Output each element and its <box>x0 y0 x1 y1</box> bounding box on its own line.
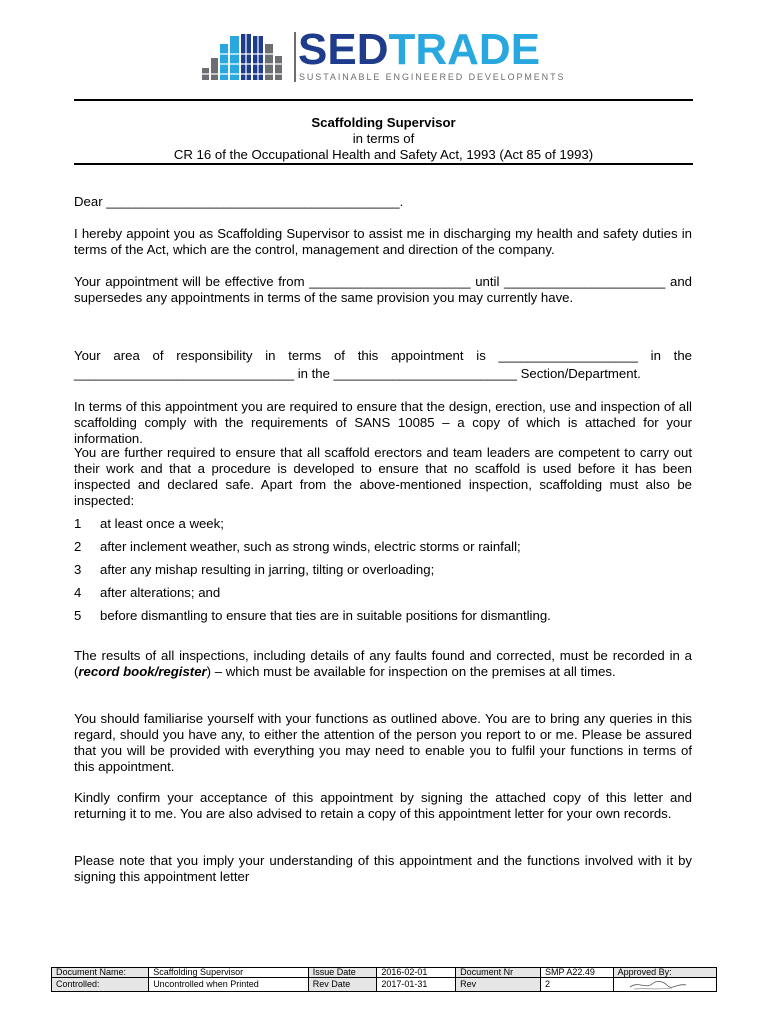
logo <box>200 25 570 86</box>
building-logo-icon <box>200 30 290 82</box>
paragraph-effective-dates: Your appointment will be effective from ______________________ until ______________________ and supersedes any appointments in terms of the same provision you may currently have. <box>74 274 692 305</box>
paragraph-competence: You are further required to ensure that all scaffold erectors and team leaders are competent to carry out their work and that a procedure is developed to ensure that no scaffold is used before it has been inspected and declared safe. Apart from the above-mentioned inspection, scaffolding must also be inspected: <box>74 445 692 508</box>
title-rule <box>74 163 693 165</box>
paragraph-appointment: I hereby appoint you as Scaffolding Supervisor to assist me in discharging my health and safety duties in terms of the Act, which are the control, management and direction of the company. <box>74 226 692 257</box>
salutation: Dear ________________________________________. <box>74 194 404 209</box>
brand-name <box>298 25 541 74</box>
brand-tagline: SUSTAINABLE ENGINEERED DEVELOPMENTS <box>299 72 566 82</box>
signature-icon <box>628 979 688 991</box>
document-title: Scaffolding Supervisor <box>311 115 456 130</box>
top-rule <box>74 99 693 101</box>
brand-sed: SED <box>298 25 389 74</box>
paragraph-confirm: Kindly confirm your acceptance of this appointment by signing the attached copy of this letter and returning it to me. You are also advised to retain a copy of this appointment letter for your own records. <box>74 790 692 821</box>
paragraph-understanding: Please note that you imply your understanding of this appointment and the functions involved with it by signing this appointment letter <box>74 853 692 884</box>
brand-trade: TRADE <box>388 25 541 74</box>
record-book-label: record book/register <box>78 664 207 679</box>
paragraph-results: The results of all inspections, including details of any faults found and corrected, must be recorded in a (record book/register) – which must be available for inspection on the premises at all times. <box>74 648 692 679</box>
document-subtitle: in terms of <box>352 131 415 146</box>
signature-cell <box>613 978 716 992</box>
table-row: Controlled: Uncontrolled when Printed Rev Date 2017-01-31 Rev 2 <box>52 978 717 992</box>
paragraph-requirements: In terms of this appointment you are required to ensure that the design, erection, use and inspection of all scaffolding comply with the requirements of SANS 10085 – a copy of which is attached for your information. <box>74 399 692 446</box>
act-reference: CR 16 of the Occupational Health and Safety Act, 1993 (Act 85 of 1993) <box>173 147 594 162</box>
paragraph-area: Your area of responsibility in terms of this appointment is ___________________ in the ______________________________ in the _________________________ Section/Department. <box>74 348 692 381</box>
document-control-table <box>51 967 717 992</box>
paragraph-familiarise: You should familiarise yourself with your functions as outlined above. You are to bring any queries in this regard, should you have any, to either the attention of the person you report to or me. Please be assured that you will be provided with everything you may need to enable you to fulfil your functions in terms of this appointment. <box>74 711 692 774</box>
table-row: Document Name: Scaffolding Supervisor Issue Date 2016-02-01 Document Nr SMP A22.49 Approved By: <box>52 968 717 978</box>
